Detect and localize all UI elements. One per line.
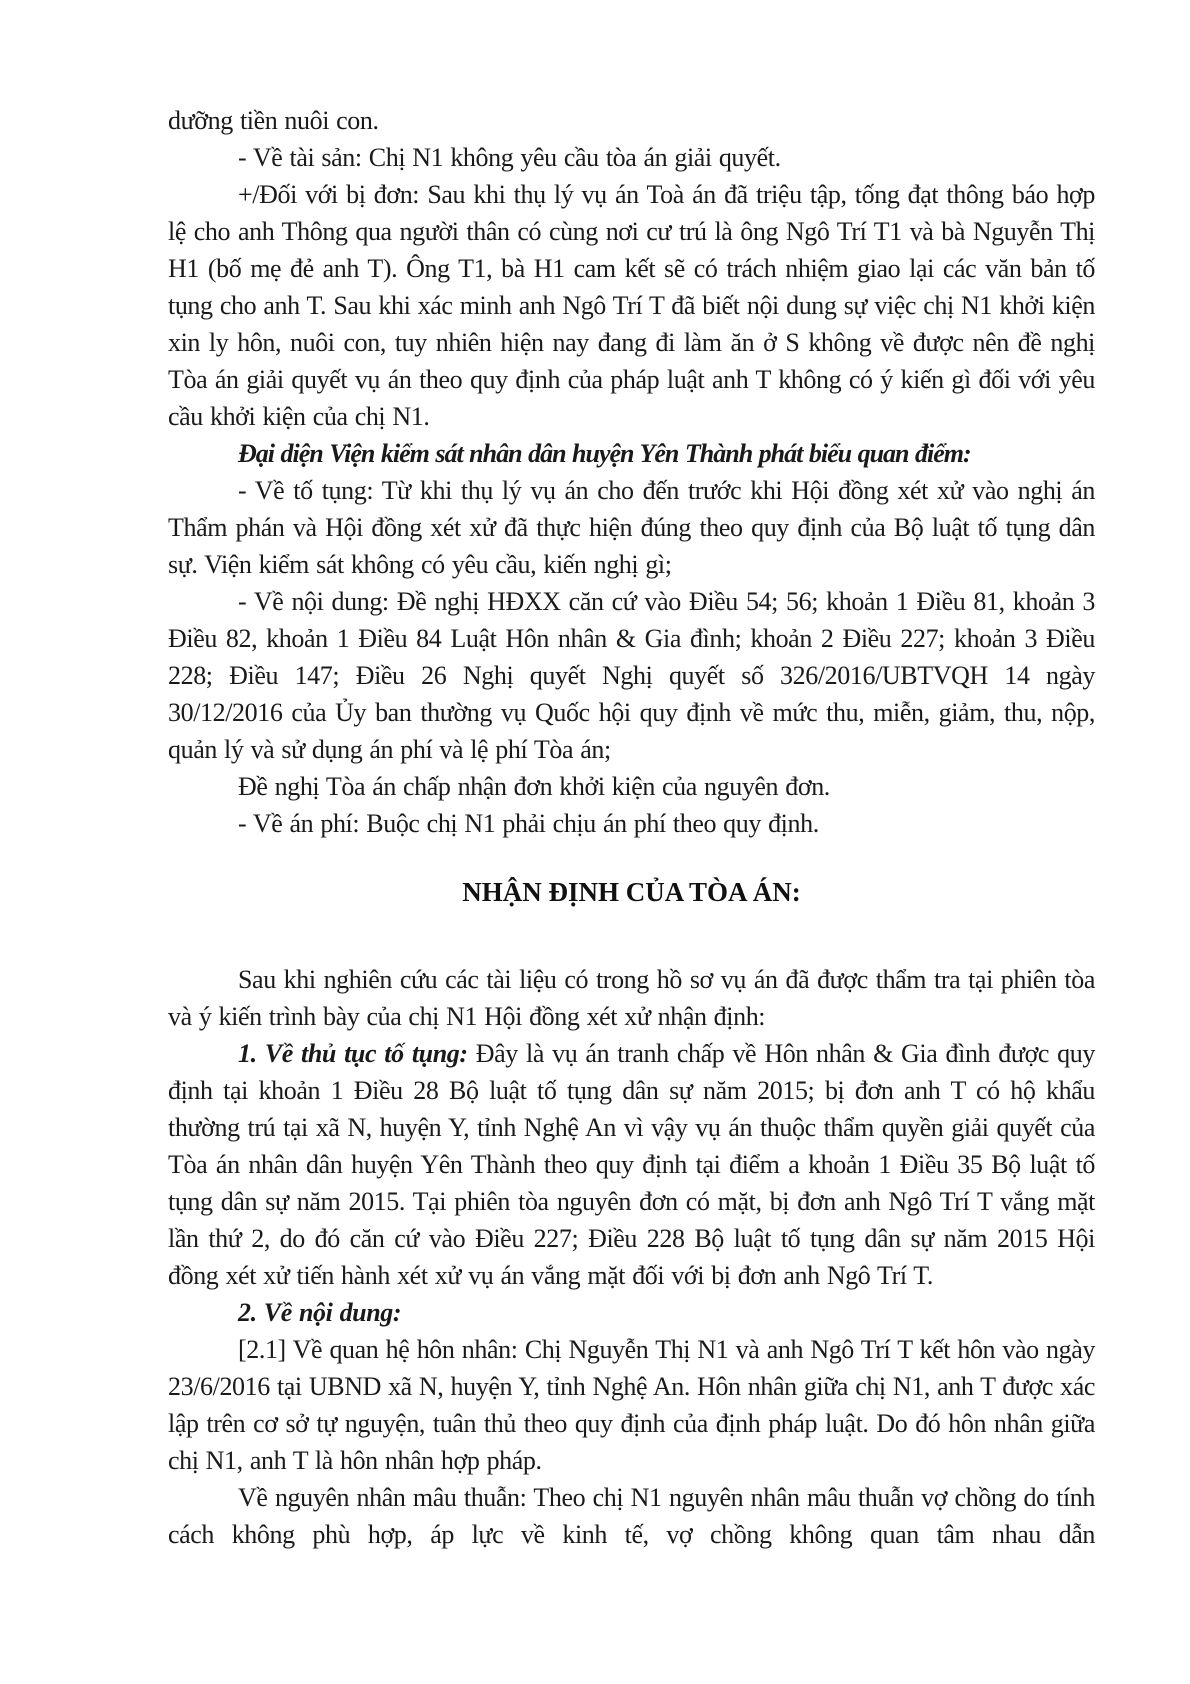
section-heading-nhan-dinh-cua-toa-an: NHẬN ĐỊNH CỦA TÒA ÁN: [462,877,801,907]
para-vks-phat-bieu-quan-diem [168,435,1095,472]
para-ve-noi-dung-heading [168,1294,1095,1331]
para-nguyen-nhan-mau-thuan: Về nguyên nhân mâu thuẫn: Theo chị N1 nguyên nhân mâu thuẫn vợ chồng do tính cách không phù hợp, áp lực về kinh tế, vợ chồng không quan tâm nhau dẫn [168,1483,1095,1549]
para-doi-voi-bi-don: +/Đối với bị đơn: Sau khi thụ lý vụ án Toà án đã triệu tập, tống đạt thông báo hợp lệ cho anh Thông qua người thân có cùng nơi cư trú là ông Ngô Trí T1 và bà Nguyễn Thị H1 (bố mẹ đẻ anh T). Ông T1, bà H1 cam kết sẽ có trách nhiệm giao lại các văn bản tố tụng cho anh T. Sau khi xác minh anh Ngô Trí T đã biết nội dung sự việc chị N1 khởi kiện xin ly hôn, nuôi con, tuy nhiên hiện nay đang đi làm ăn ở S không về được nên đề nghị Tòa án giải quyết vụ án theo quy định của pháp luật anh T không có ý kiến gì đối với yêu cầu khởi kiện của chị N1. [168,180,1095,431]
para-de-nghi-chap-nhan: Đề nghị Tòa án chấp nhận đơn khởi kiện của nguyên đơn. [238,772,830,801]
para-quan-he-hon-nhan: [2.1] Về quan hệ hôn nhân: Chị Nguyễn Thị N1 và anh Ngô Trí T kết hôn vào ngày 23/6/2016 tại UBND xã N, huyện Y, tỉnh Nghệ An. Hôn nhân giữa chị N1, anh T được xác lập trên cơ sở tự nguyện, tuân thủ theo quy định của định pháp luật. Do đó hôn nhân giữa chị N1, anh T là hôn nhân hợp pháp. [168,1335,1095,1475]
thu-tuc-to-tung-label: 1. Về thủ tục tố tụng: [238,1039,468,1068]
para-ve-to-tung: - Về tố tụng: Từ khi thụ lý vụ án cho đến trước khi Hội đồng xét xử vào nghị án Thẩm phán và Hội đồng xét xử đã thực hiện đúng theo quy định của Bộ luật tố tụng dân sự. Viện kiểm sát không có yêu cầu, kiến nghị gì; [168,476,1095,579]
para-ve-an-phi: - Về án phí: Buộc chị N1 phải chịu án phí theo quy định. [238,809,819,838]
para-continuation-nuoi-con: dưỡng tiền nuôi con. [168,106,379,135]
para-thu-tuc-to-tung [168,1035,1095,1294]
para-ve-noi-dung-vks: - Về nội dung: Đề nghị HĐXX căn cứ vào Điều 54; 56; khoản 1 Điều 81, khoản 3 Điều 82, khoản 1 Điều 84 Luật Hôn nhân & Gia đình; khoản 2 Điều 227; khoản 3 Điều 228; Điều 147; Điều 26 Nghị quyết Nghị quyết số 326/2016/UBTVQH 14 ngày 30/12/2016 của Ủy ban thường vụ Quốc hội quy định về mức thu, miễn, giảm, thu, nộp, quản lý và sử dụng án phí và lệ phí Tòa án; [168,587,1095,764]
para-ve-tai-san: - Về tài sản: Chị N1 không yêu cầu tòa án giải quyết. [238,143,781,172]
para-sau-khi-nghien-cuu: Sau khi nghiên cứu các tài liệu có trong hồ sơ vụ án đã được thẩm tra tại phiên tòa và ý kiến trình bày của chị N1 Hội đồng xét xử nhận định: [168,965,1095,1031]
thu-tuc-to-tung-text: Đây là vụ án tranh chấp về Hôn nhân & Gia đình được quy định tại khoản 1 Điều 28 Bộ luật tố tụng dân sự năm 2015; bị đơn anh T có hộ khẩu thường trú tại xã N, huyện Y, tỉnh Nghệ An vì vậy vụ án thuộc thẩm quyền giải quyết của Tòa án nhân dân huyện Yên Thành theo quy định tại điểm a khoản 1 Điều 35 Bộ luật tố tụng dân sự năm 2015. Tại phiên tòa nguyên đơn có mặt, bị đơn anh Ngô Trí T vắng mặt lần thứ 2, do đó căn cứ vào Điều 227; Điều 228 Bộ luật tố tụng dân sự năm 2015 Hội đồng xét xử tiến hành xét xử vụ án vắng mặt đối với bị đơn anh Ngô Trí T. [168,1039,1095,1290]
ve-noi-dung-label: 2. Về nội dung: [238,1298,402,1327]
vks-quan-diem-text: Đại diện Viện kiểm sát nhân dân huyện Yên Thành phát biểu quan điểm: [238,439,971,468]
